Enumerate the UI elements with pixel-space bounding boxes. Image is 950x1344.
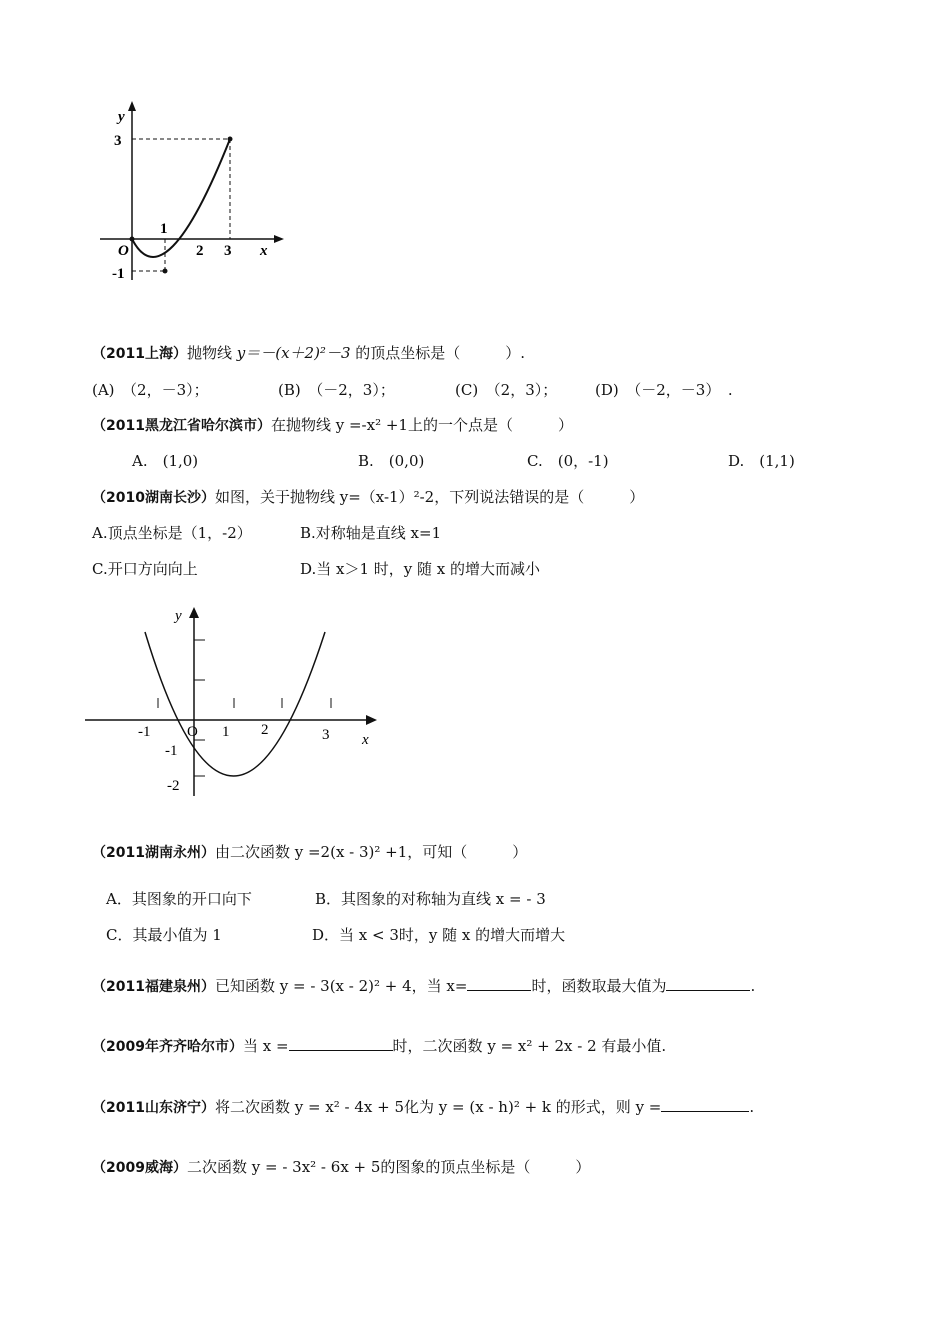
question-8-stem bbox=[92, 1157, 590, 1178]
q4-stem: 由二次函数 y =2(x - 3)² +1，可知（ ） bbox=[214, 843, 528, 861]
q4-option-b: B．其图象的对称轴为直线 x = - 3 bbox=[315, 890, 546, 908]
q2-option-c: C. (0，-1) bbox=[527, 452, 609, 470]
q5-source: （2011福建泉州） bbox=[92, 979, 215, 995]
q1-option-c: (C) （2，3）； bbox=[455, 381, 558, 399]
figure-1-graph bbox=[100, 95, 300, 295]
question-7-stem bbox=[92, 1097, 754, 1118]
q1-stem-b: 的顶点坐标是（ ）. bbox=[350, 344, 526, 362]
q4-source: （2011湖南永州） bbox=[92, 845, 215, 861]
q5-stem-b: 时，函数取最大值为 bbox=[531, 977, 667, 995]
q3-option-b: B.对称轴是直线 x=1 bbox=[300, 524, 442, 542]
fig2-tick-xneg1: -1 bbox=[138, 724, 151, 740]
question-6-stem bbox=[92, 1036, 666, 1057]
q6-answer-blank[interactable] bbox=[289, 1036, 393, 1051]
q1-formula: y＝－(x＋2)²－3 bbox=[236, 344, 351, 362]
q2-option-b: B. (0,0) bbox=[358, 452, 425, 470]
figure-2-graph bbox=[85, 600, 385, 800]
fig1-origin: O bbox=[118, 243, 129, 259]
fig2-tick-x1: 1 bbox=[222, 724, 230, 740]
q7-stem-b: . bbox=[749, 1098, 755, 1116]
q4-option-d: D．当 x < 3时，y 随 x 的增大而增大 bbox=[312, 926, 566, 944]
fig2-y-label: y bbox=[175, 608, 182, 624]
question-1-stem bbox=[92, 343, 525, 364]
q5-stem-a: 已知函数 y = - 3(x - 2)² + 4，当 x= bbox=[214, 977, 468, 995]
fig1-tick-y3: 3 bbox=[114, 133, 122, 149]
q1-stem-a: 抛物线 bbox=[186, 344, 237, 362]
fig1-tick-x1: 1 bbox=[160, 221, 168, 237]
q1-option-b: (B) （－2，3）； bbox=[278, 381, 395, 399]
q1-source: （2011上海） bbox=[92, 346, 187, 362]
q3-option-d: D.当 x＞1 时，y 随 x 的增大而减小 bbox=[300, 560, 541, 578]
fig1-tick-x2: 2 bbox=[196, 243, 204, 259]
fig1-x-label: x bbox=[260, 243, 268, 259]
q2-option-a: A. (1,0) bbox=[132, 452, 199, 470]
q5-answer-blank-2[interactable] bbox=[666, 976, 750, 991]
q8-stem: 二次函数 y = - 3x² - 6x + 5的图象的顶点坐标是（ ） bbox=[186, 1158, 591, 1176]
fig1-tick-x3: 3 bbox=[224, 243, 232, 259]
q2-source: （2011黑龙江省哈尔滨市） bbox=[92, 418, 271, 434]
q5-answer-blank-1[interactable] bbox=[467, 976, 531, 991]
question-4-stem bbox=[92, 842, 527, 863]
question-3-stem bbox=[92, 487, 644, 508]
q4-option-c: C．其最小值为 1 bbox=[106, 926, 222, 944]
q2-option-d: D. (1,1) bbox=[728, 452, 795, 470]
question-5-stem bbox=[92, 976, 755, 997]
fig2-x-label: x bbox=[362, 732, 369, 748]
q5-stem-c: . bbox=[750, 977, 756, 995]
fig1-y-label: y bbox=[118, 109, 125, 125]
fig2-tick-yneg2: -2 bbox=[167, 778, 180, 794]
q2-stem: 在抛物线 y =-x² +1上的一个点是（ ） bbox=[270, 416, 573, 434]
fig2-tick-x3: 3 bbox=[322, 727, 330, 743]
question-2-stem bbox=[92, 415, 573, 436]
q4-option-a: A．其图象的开口向下 bbox=[106, 890, 252, 908]
q6-stem-a: 当 x = bbox=[242, 1037, 289, 1055]
q3-option-c: C.开口方向向上 bbox=[92, 560, 198, 578]
q8-source: （2009威海） bbox=[92, 1160, 187, 1176]
fig2-origin: O bbox=[187, 724, 198, 740]
q3-source: （2010湖南长沙） bbox=[92, 490, 215, 506]
q1-option-d: (D) （－2，－3） . bbox=[595, 381, 733, 399]
q3-stem: 如图，关于抛物线 y=（x-1）²-2，下列说法错误的是（ ） bbox=[214, 488, 645, 506]
fig2-tick-x2: 2 bbox=[261, 722, 269, 738]
fig2-tick-yneg1: -1 bbox=[165, 743, 178, 759]
q1-option-a: (A) （2，－3）； bbox=[92, 381, 209, 399]
fig1-tick-yneg1: -1 bbox=[112, 266, 125, 282]
q7-stem-a: 将二次函数 y = x² - 4x + 5化为 y = (x - h)² + k 的形式，则 y = bbox=[214, 1098, 662, 1116]
q7-answer-blank[interactable] bbox=[661, 1097, 749, 1112]
q7-source: （2011山东济宁） bbox=[92, 1100, 215, 1116]
q6-stem-b: 时，二次函数 y = x² + 2x - 2 有最小值. bbox=[392, 1037, 667, 1055]
q3-option-a: A.顶点坐标是（1，-2） bbox=[92, 524, 252, 542]
q6-source: （2009年齐齐哈尔市） bbox=[92, 1039, 243, 1055]
